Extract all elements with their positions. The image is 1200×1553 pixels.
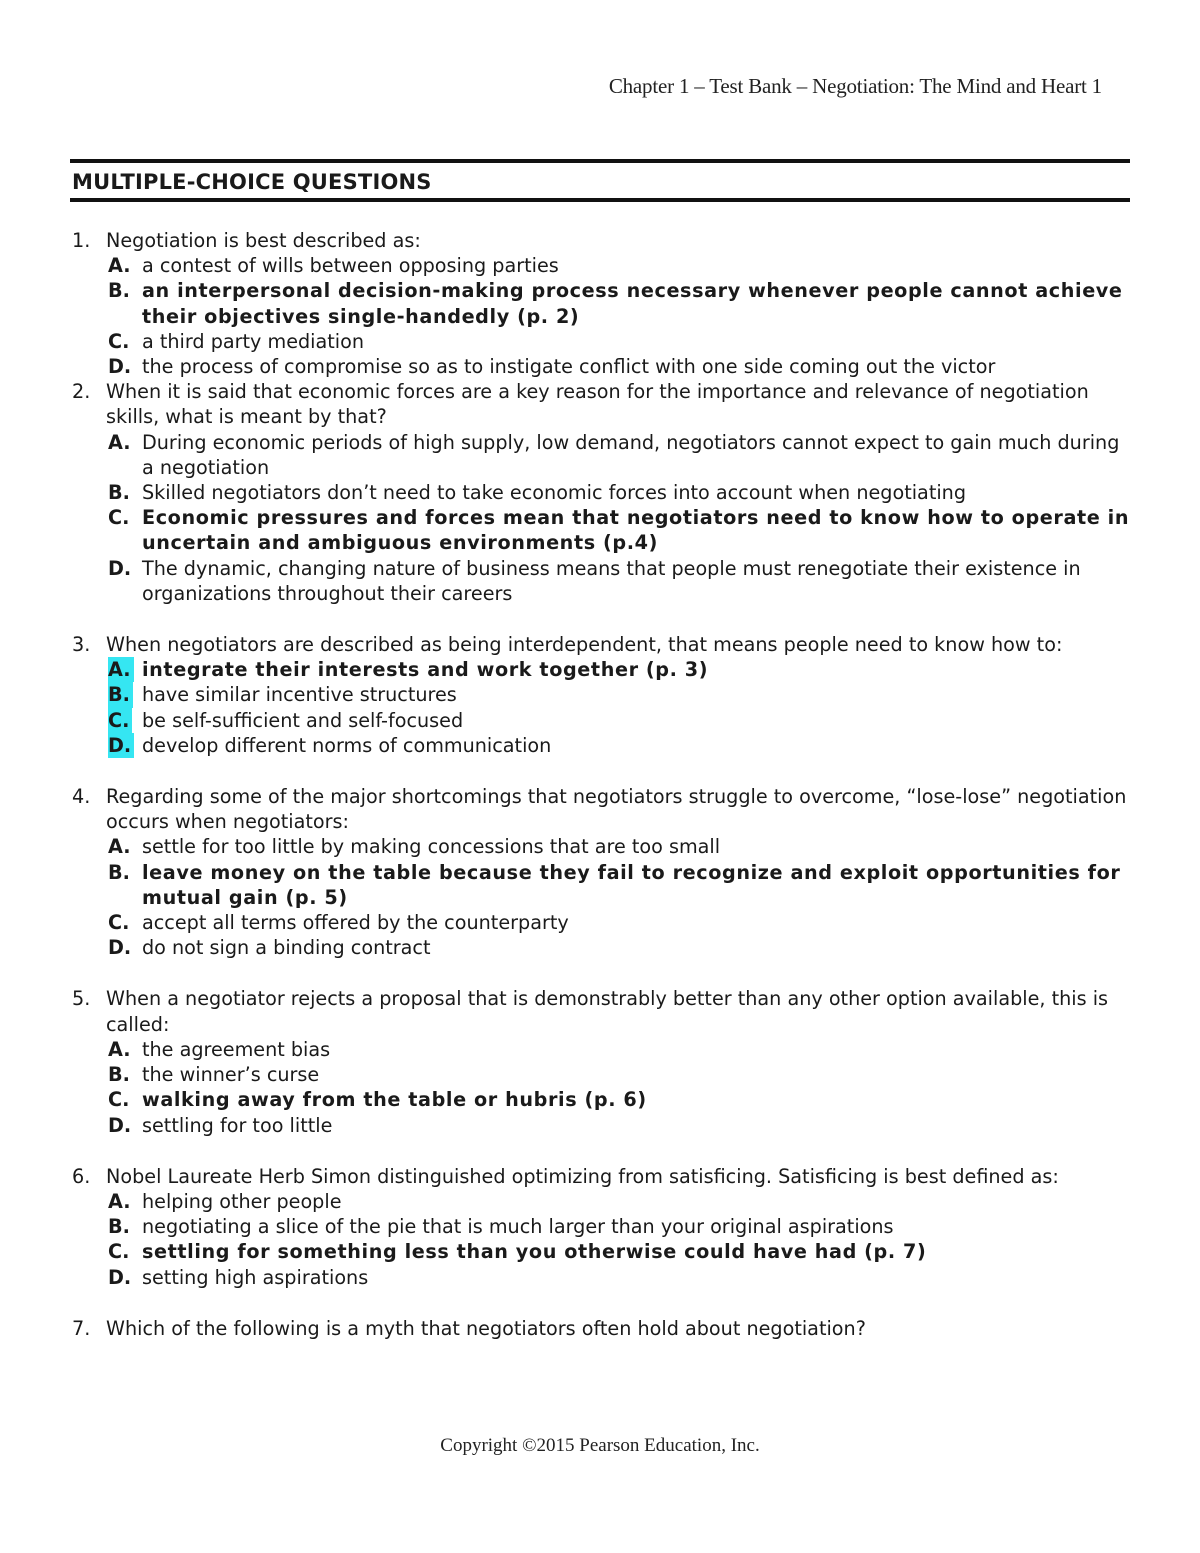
option-text: a third party mediation [142, 329, 365, 353]
question-7 [72, 1316, 1130, 1341]
option-letter: D. [108, 1265, 132, 1289]
option-text: settling for something less than you otherwise could have had (p. 7) [142, 1240, 927, 1264]
option-letter: D. [108, 936, 132, 960]
question-number: 6. [72, 1164, 91, 1188]
copyright-footer: Copyright ©2015 Pearson Education, Inc. [440, 1435, 760, 1456]
question-number: 3. [72, 633, 91, 657]
option-letter: A. [108, 1037, 131, 1061]
option-text: integrate their interests and work together (p. 3) [142, 658, 709, 682]
option-6d [72, 1265, 1130, 1290]
option-letter: C. [108, 506, 130, 530]
option-letter: A. [108, 254, 131, 278]
question-list [72, 228, 1130, 1341]
option-text: walking away from the table or hubris (p. 6) [142, 1088, 647, 1112]
question-number: 1. [72, 229, 91, 252]
question-5 [72, 986, 1130, 1036]
option-4b-correct [72, 860, 1130, 910]
option-text: the agreement bias [142, 1037, 331, 1061]
option-4a [72, 834, 1130, 859]
option-2b [72, 480, 1130, 505]
option-letter: B. [108, 279, 130, 303]
option-text: settle for too little by making concessions that are too small [142, 835, 721, 859]
option-text: accept all terms offered by the counterparty [142, 911, 569, 935]
option-5d [72, 1113, 1130, 1138]
option-letter: B. [108, 481, 130, 505]
question-stem: Regarding some of the major shortcomings that negotiators struggle to overcome, “lose-lose” negotiation occurs when negotiators: [106, 785, 1127, 834]
option-text: Economic pressures and forces mean that negotiators need to know how to operate in uncertain and ambiguous environments (p.4) [142, 506, 1130, 555]
question-stem: Negotiation is best described as: [106, 229, 421, 252]
question-stem: When it is said that economic forces are a key reason for the importance and relevance of negotiation skills, what is meant by that? [106, 380, 1089, 429]
question-4 [72, 784, 1130, 834]
option-letter: C. [108, 329, 130, 353]
option-2d [72, 556, 1130, 606]
question-number: 5. [72, 987, 91, 1011]
section-bottom-rule [70, 198, 1130, 202]
option-letter-highlighted: D. [108, 733, 134, 758]
option-letter: C. [108, 911, 130, 935]
option-5b [72, 1062, 1130, 1087]
question-number: 7. [72, 1316, 91, 1340]
option-5a [72, 1037, 1130, 1062]
option-text: the process of compromise so as to instigate conflict with one side coming out the victor [142, 355, 996, 379]
option-text: an interpersonal decision-making process necessary whenever people cannot achieve their objectives single-handedly (p. 2) [142, 279, 1123, 328]
option-text: helping other people [142, 1189, 342, 1213]
option-letter: B. [108, 860, 130, 884]
option-letter: C. [108, 1088, 130, 1112]
option-text: have similar incentive structures [142, 683, 457, 707]
question-stem: When negotiators are described as being interdependent, that means people need to know how to: [106, 633, 1063, 657]
option-3d [72, 733, 1130, 758]
option-3c [72, 708, 1130, 733]
question-2 [72, 379, 1130, 429]
option-text: negotiating a slice of the pie that is much larger than your original aspirations [142, 1215, 894, 1239]
option-text: a contest of wills between opposing parties [142, 254, 559, 278]
option-letter: D. [108, 556, 132, 580]
option-2c-correct [72, 505, 1130, 555]
option-2a [72, 430, 1130, 480]
question-number: 4. [72, 785, 91, 809]
section-top-rule [70, 159, 1130, 163]
option-1a [72, 253, 1130, 278]
option-4d [72, 935, 1130, 960]
option-letter: C. [108, 1240, 130, 1264]
option-letter: A. [108, 430, 131, 454]
running-header: Chapter 1 – Test Bank – Negotiation: The Mind and Heart 1 [608, 74, 1102, 98]
option-5c-correct [72, 1087, 1130, 1112]
option-text: During economic periods of high supply, low demand, negotiators cannot expect to gain much during a negotiation [142, 430, 1120, 479]
option-text: The dynamic, changing nature of business means that people must renegotiate their existence in organizations throughout their careers [142, 556, 1081, 605]
question-1 [72, 228, 1130, 253]
option-letter-highlighted: A. [108, 657, 134, 682]
option-text: setting high aspirations [142, 1265, 369, 1289]
option-letter: D. [108, 355, 132, 379]
option-text: develop different norms of communication [142, 733, 552, 757]
option-letter-highlighted: B. [108, 682, 133, 707]
option-text: be self-sufficient and self-focused [142, 708, 464, 732]
option-letter: D. [108, 1113, 132, 1137]
question-stem: Which of the following is a myth that negotiators often hold about negotiation? [106, 1316, 866, 1340]
question-number: 2. [72, 380, 91, 404]
option-letter: A. [108, 835, 131, 859]
option-1c [72, 329, 1130, 354]
option-3a-correct [72, 657, 1130, 682]
option-letter-highlighted: C. [108, 708, 132, 733]
option-3b [72, 682, 1130, 707]
option-text: Skilled negotiators don’t need to take economic forces into account when negotiating [142, 481, 967, 505]
option-6a [72, 1189, 1130, 1214]
option-6b [72, 1214, 1130, 1239]
option-6c-correct [72, 1239, 1130, 1264]
question-stem: When a negotiator rejects a proposal that is demonstrably better than any other option available, this is called: [106, 987, 1109, 1036]
option-letter: B. [108, 1215, 130, 1239]
option-4c [72, 910, 1130, 935]
option-letter: B. [108, 1063, 130, 1087]
question-stem: Nobel Laureate Herb Simon distinguished optimizing from satisficing. Satisficing is best defined as: [106, 1164, 1059, 1188]
question-6 [72, 1164, 1130, 1189]
option-letter: A. [108, 1189, 131, 1213]
option-text: settling for too little [142, 1113, 333, 1137]
option-1d [72, 354, 1130, 379]
question-3 [72, 632, 1130, 657]
option-text: leave money on the table because they fail to recognize and exploit opportunities for mutual gain (p. 5) [142, 860, 1121, 909]
option-text: do not sign a binding contract [142, 936, 431, 960]
section-title: MULTIPLE-CHOICE QUESTIONS [72, 170, 432, 194]
option-text: the winner’s curse [142, 1063, 320, 1087]
option-1b-correct [72, 278, 1130, 328]
